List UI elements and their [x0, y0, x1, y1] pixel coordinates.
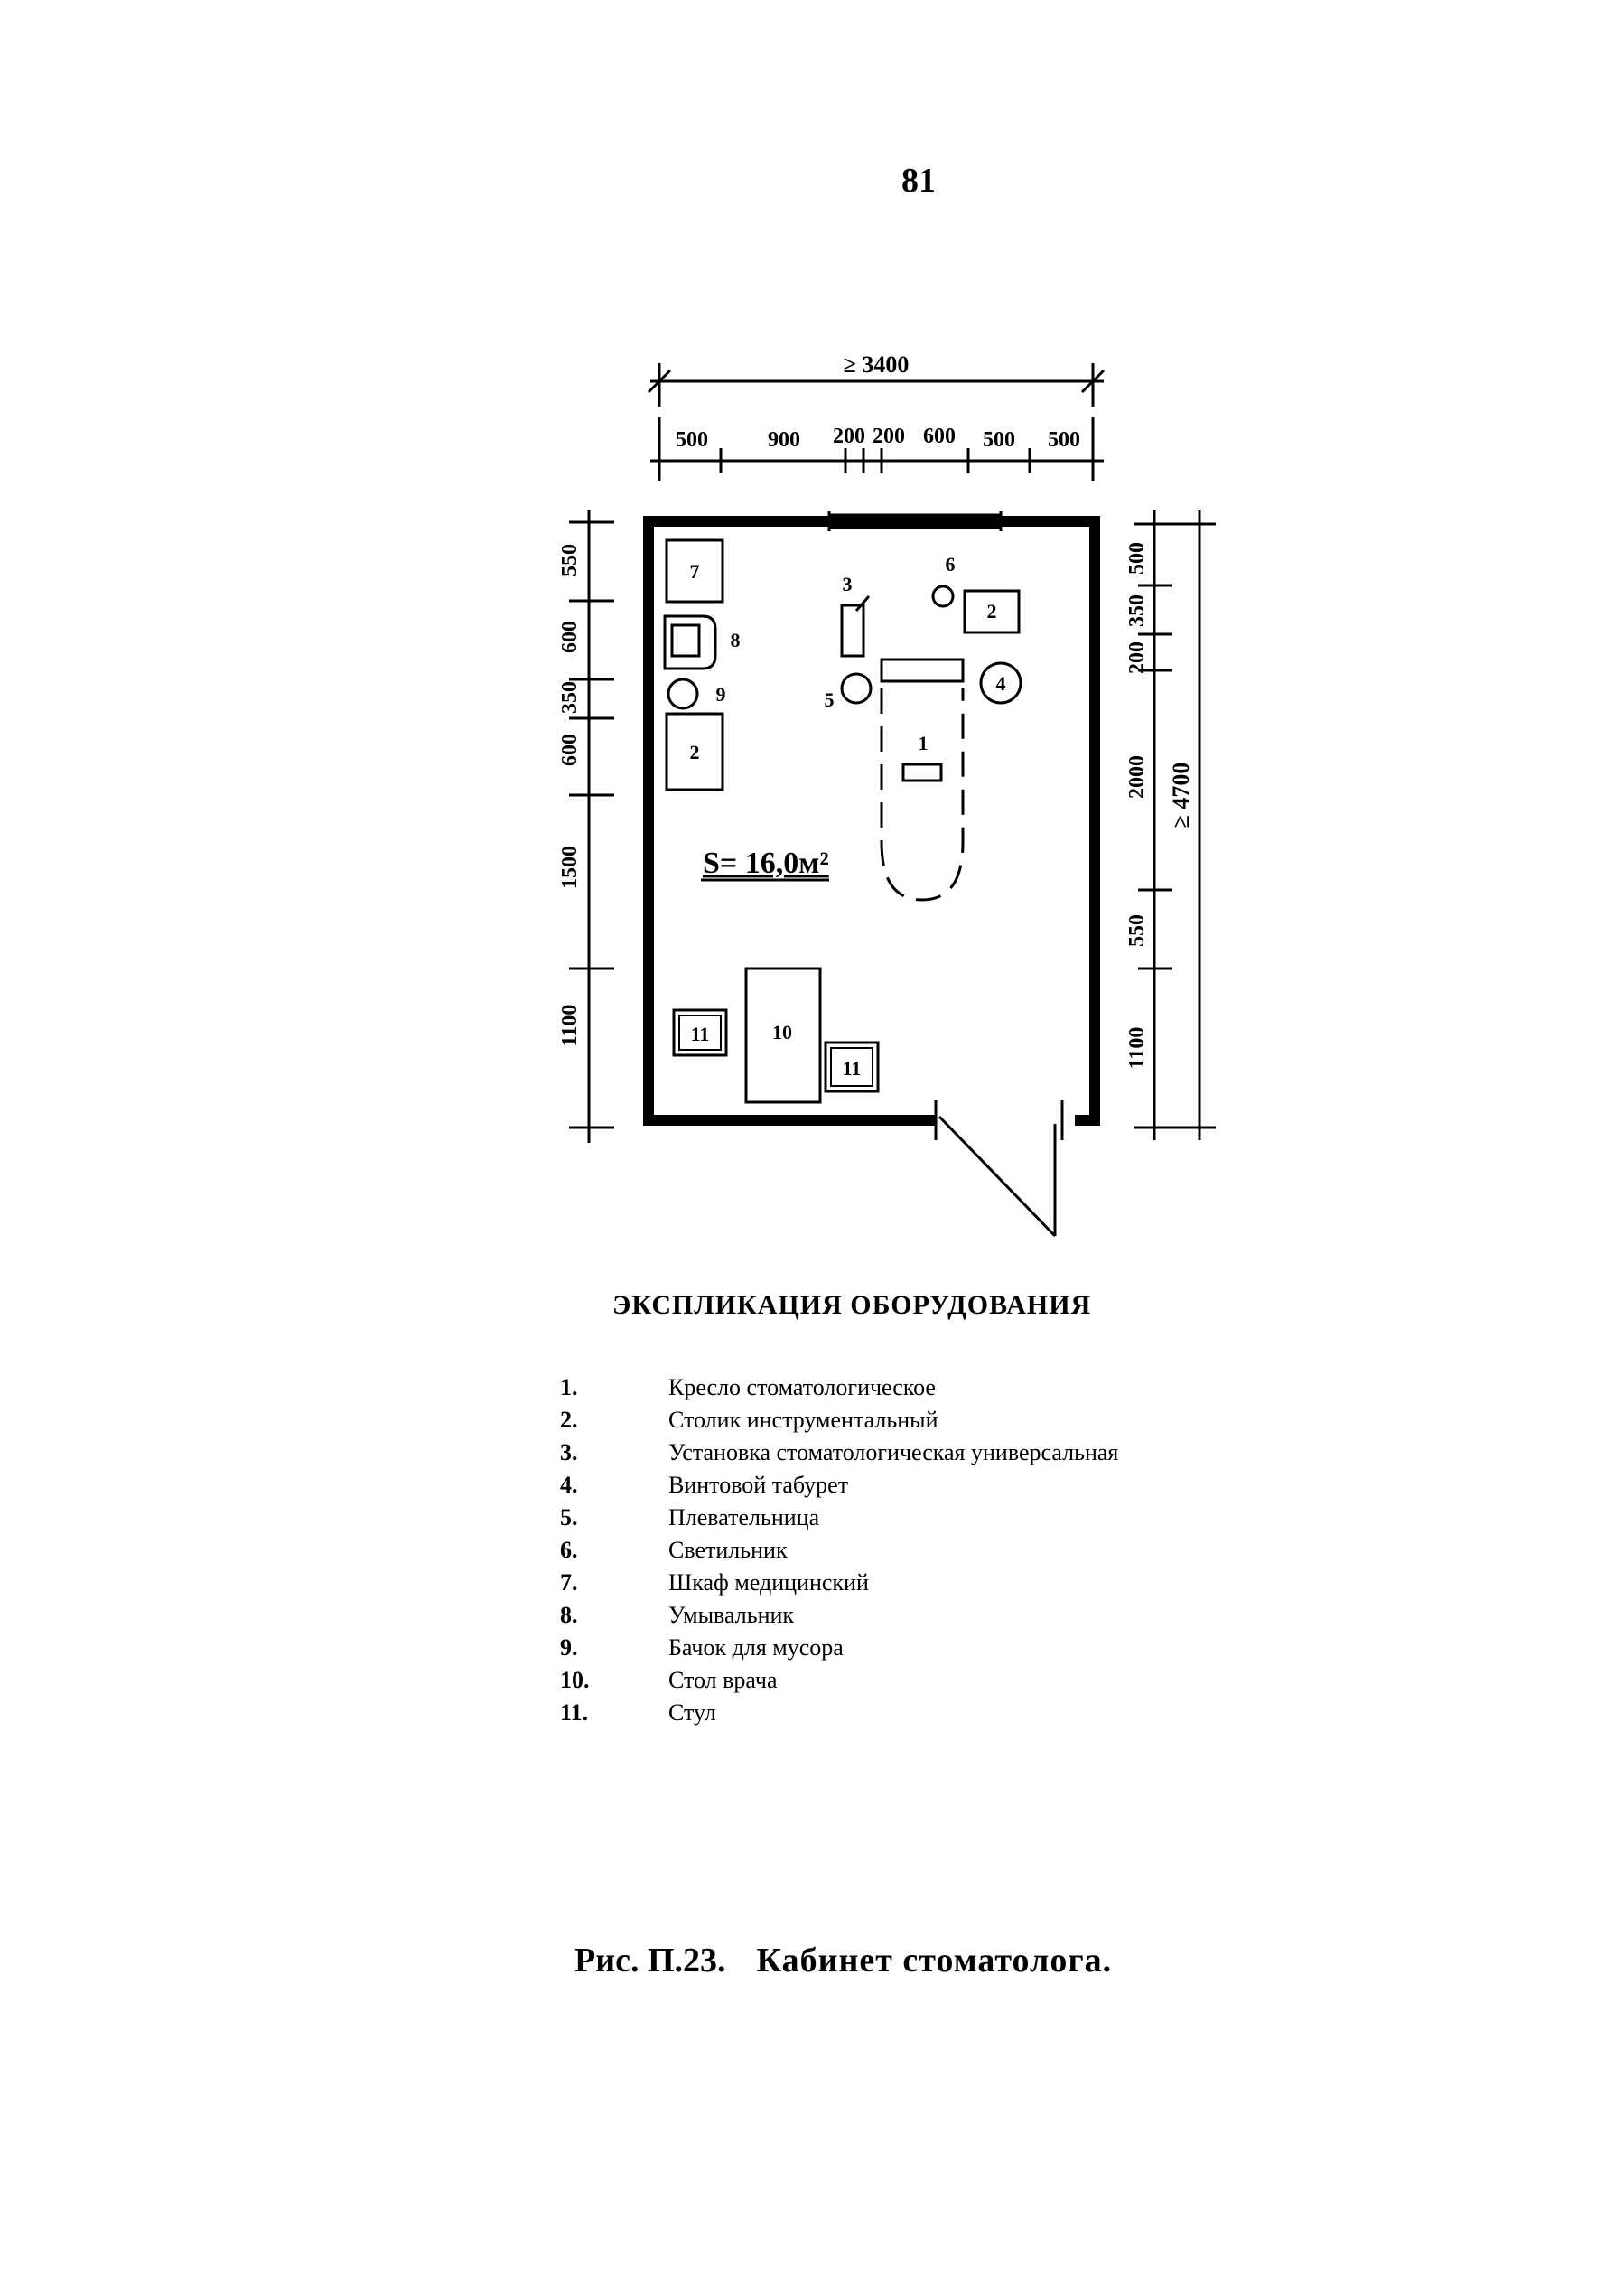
legend-item-number: 8. — [560, 1602, 578, 1628]
dim-label: 900 — [768, 428, 800, 452]
page-number: 81 — [901, 162, 936, 200]
legend-item-text: Светильник — [668, 1537, 788, 1563]
legend-item-number: 2. — [560, 1407, 578, 1433]
bin-9 — [668, 679, 697, 708]
legend-item-number: 6. — [560, 1537, 578, 1563]
legend-item — [560, 1664, 1118, 1697]
legend-item-text: Бачок для мусора — [668, 1634, 844, 1661]
legend-item-text: Стол врача — [668, 1667, 778, 1693]
dim-label: 600 — [923, 425, 956, 448]
label-9: 9 — [715, 683, 726, 706]
figure-title: Кабинет стоматолога. — [756, 1942, 1113, 1979]
top-dim-labels — [676, 425, 1080, 452]
legend-item — [560, 1534, 1118, 1567]
dim-label: 500 — [983, 428, 1015, 452]
legend-item-number: 4. — [560, 1472, 578, 1498]
label-6: 6 — [945, 553, 956, 576]
legend-item-text: Стул — [668, 1699, 716, 1726]
legend-item-number: 11. — [560, 1699, 589, 1726]
dim-label: 550 — [1125, 914, 1149, 947]
label-10: 10 — [772, 1021, 792, 1043]
legend-item-text: Умывальник — [668, 1602, 795, 1628]
right-dim-labels — [1125, 542, 1149, 1069]
dim-label: 500 — [676, 428, 708, 452]
dim-label: 500 — [1048, 428, 1080, 452]
legend-item — [560, 1469, 1118, 1502]
dim-label: 1500 — [558, 846, 582, 889]
legend-item-number: 1. — [560, 1374, 578, 1400]
chair-1-outline — [882, 688, 963, 900]
legend-item-text: Винтовой табурет — [668, 1472, 849, 1498]
legend-item-number: 10. — [560, 1667, 590, 1693]
label-8: 8 — [730, 629, 741, 651]
legend-item — [560, 1567, 1118, 1599]
top-dimensions — [649, 363, 1104, 481]
legend-item — [560, 1436, 1118, 1469]
dim-label: 1100 — [1125, 1026, 1149, 1070]
label-7: 7 — [689, 560, 700, 583]
area-label: S= 16,0м² — [703, 847, 829, 880]
dim-label: 2000 — [1125, 755, 1149, 799]
dim-label: 1100 — [558, 1004, 582, 1047]
label-3: 3 — [842, 573, 853, 595]
figure-caption — [574, 1941, 1112, 1980]
overall-width-label: ≥ 3400 — [843, 351, 910, 378]
dim-label: 350 — [558, 681, 582, 714]
legend-item-text: Установка стоматологическая универсальная — [668, 1439, 1119, 1465]
label-11: 11 — [690, 1023, 710, 1045]
legend-item — [560, 1697, 1118, 1729]
label-5: 5 — [824, 688, 835, 711]
legend-item — [560, 1404, 1118, 1436]
spittoon-5 — [842, 674, 871, 703]
label-11: 11 — [842, 1057, 862, 1080]
legend-item-number: 5. — [560, 1504, 578, 1530]
dim-label: 200 — [1125, 641, 1149, 674]
legend-title: ЭКСПЛИКАЦИЯ ОБОРУДОВАНИЯ — [612, 1290, 1092, 1320]
dim-label: 200 — [833, 425, 865, 448]
legend-item-number: 7. — [560, 1569, 578, 1596]
legend-list — [560, 1371, 1118, 1729]
legend-item-text: Столик инструментальный — [668, 1407, 938, 1433]
unit-3 — [842, 605, 863, 656]
legend-item — [560, 1599, 1118, 1632]
dim-label: 350 — [1125, 594, 1149, 627]
legend-item — [560, 1632, 1118, 1664]
label-4: 4 — [995, 672, 1006, 695]
legend-item-text: Кресло стоматологическое — [668, 1374, 936, 1400]
figure-number: Рис. П.23. — [574, 1942, 726, 1979]
dim-label: 550 — [558, 544, 582, 576]
label-2: 2 — [986, 600, 997, 622]
lamp-6 — [933, 586, 953, 606]
legend-item — [560, 1502, 1118, 1534]
chair-1-head — [882, 660, 963, 681]
legend-item-number: 9. — [560, 1634, 578, 1661]
legend-item-number: 3. — [560, 1439, 578, 1465]
left-dimensions — [569, 510, 614, 1143]
dim-label: 500 — [1125, 542, 1149, 575]
legend-item — [560, 1371, 1118, 1404]
equipment — [665, 540, 1021, 1102]
legend-item-text: Шкаф медицинский — [668, 1569, 869, 1596]
label-2: 2 — [689, 741, 700, 763]
overall-height-label: ≥ 4700 — [1168, 762, 1194, 828]
dim-label: 600 — [558, 734, 582, 766]
legend-item-text: Плевательница — [668, 1504, 820, 1530]
label-1: 1 — [918, 732, 929, 754]
door-leaf — [939, 1117, 1055, 1236]
dim-label: 200 — [873, 425, 905, 448]
dim-label: 600 — [558, 621, 582, 653]
